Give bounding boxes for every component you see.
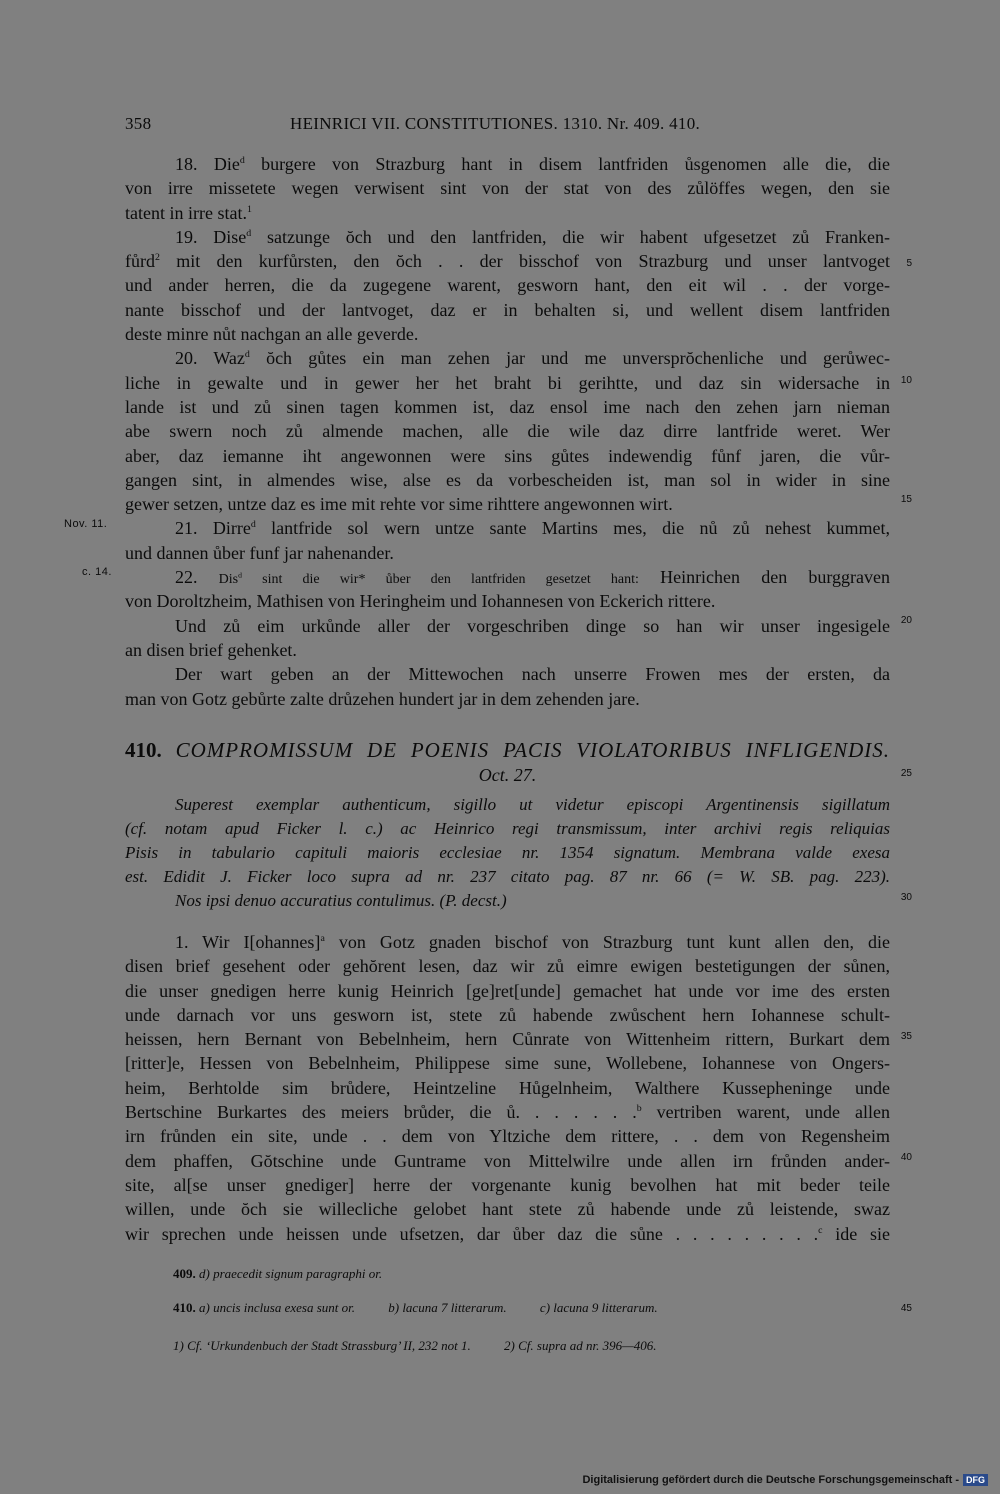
footnote-references: 1) Cf. ‘Urkundenbuch der Stadt Strassburg’ II, 232 not 1. 2) Cf. supra ad nr. 396—406. xyxy=(173,1338,657,1353)
document-title: COMPROMISSUM DE POENIS PACIS VIOLATORIBUS INFLIGENDIS. xyxy=(175,738,891,762)
line-number-10: 10 xyxy=(900,375,912,386)
text-line: an disen brief gehenket. xyxy=(125,639,297,660)
text-line: gewer setzen, untze daz es ime mit rehte vor sime rihttere angewonnen wirt. xyxy=(125,494,673,515)
line-number-45: 45 xyxy=(900,1303,912,1314)
text-line: heissen, hern Bernant von Bebelnheim, hern Cůnrate von Wittenheim rittern, Burkart dem xyxy=(125,1029,890,1050)
text-line: site, al[se unser gnediger] herre der vorgenante kunig bevolhen hat mit beder teile xyxy=(125,1174,890,1195)
text-line: von irre missetete wegen verwisent sint von der stat von des zůlöffes wegen, den sie xyxy=(125,178,890,199)
text-line: und dannen ůber funf jar nahenander. xyxy=(125,542,394,563)
text-line: (cf. notam apud Ficker l. c.) ac Heinrico regi transmissum, inter archivi regis reliquias xyxy=(125,819,890,838)
text-line: fůrd$^2$ mit den kurfůrsten, den ŏch . . der bisschof von Strazburg und unser lantvoget xyxy=(125,251,890,272)
margin-date-c14: c. 14. xyxy=(82,566,112,578)
text-line: liche in gewalte und in gewer her het braht bi gerihtte, und daz sin widersache in xyxy=(125,372,890,393)
text-line: nante bisschof und der lantvoget, daz er in behalten si, und wellent disem lantfriden xyxy=(125,299,890,320)
text-line: abe swern noch zů almende machen, alle die wile daz dirre lantfride weret. Wer xyxy=(125,421,890,442)
text-line: deste minre nůt nachgan an alle geverde. xyxy=(125,324,419,345)
text-line: Nos ipsi denuo accuratius contulimus. (P. decst.) xyxy=(175,891,507,910)
text-line: tatent in irre stat.$^1$ xyxy=(125,202,252,223)
running-title: HEINRICI VII. CONSTITUTIONES. 1310. Nr. 409. 410. xyxy=(290,114,701,133)
editorial-note xyxy=(125,793,890,913)
text-line: Pisis in tabulario capituli maioris ecclesiae nr. 1354 signatum. Membrana valde exesa xyxy=(125,843,890,862)
line-number-35: 35 xyxy=(900,1031,912,1042)
document-date: Oct. 27. xyxy=(478,765,537,785)
section-409-text xyxy=(125,152,890,711)
dfg-logo: DFG xyxy=(963,1474,988,1486)
text-line: 1. Wir I[ohannes]$^a$ von Gotz gnaden bischof von Strazburg tunt kunt allen den, die xyxy=(175,932,890,952)
text-line: [ritter]e, Hessen von Bebelnheim, Philippese sime sune, Wollebene, Iohannese von Ongers- xyxy=(125,1053,890,1074)
text-line: 20. Waz$^d$ ŏch gůtes ein man zehen jar und me unversprŏchenliche und gerůwec- xyxy=(175,348,890,369)
text-line: dem phaffen, Gŏtschine unde Guntrame von Mittelwilre unde allen irn frůnden ander- xyxy=(125,1150,890,1171)
text-line: lande ist und zů sinen tagen kommen ist, daz ensol ime nach den zehen jarn nieman xyxy=(125,396,890,417)
line-number-30: 30 xyxy=(900,892,912,903)
line-number-40: 40 xyxy=(900,1152,912,1163)
margin-date-nov11: Nov. 11. xyxy=(64,518,108,530)
line-number-15: 15 xyxy=(900,494,912,505)
text-line: 19. Dise$^d$ satzunge ŏch und den lantfriden, die wir habent ufgesetzet zů Franken- xyxy=(175,226,890,247)
text-line: Superest exemplar authenticum, sigillo ut videtur episcopi Argentinensis sigillatum xyxy=(175,795,890,814)
text-line: Der wart geben an der Mittewochen nach unserre Frowen mes der ersten, da xyxy=(175,664,890,685)
text-line: disen brief gesehent oder gehŏrent lesen, daz wir zů eimre ewigen bestetigungen der sůnen, xyxy=(125,956,890,977)
digitization-credit: Digitalisierung gefördert durch die Deutsche Forschungsgemeinschaft - DFG xyxy=(582,1474,988,1486)
text-line: unde darnach vor uns gesworn ist, stete zů habende zwůschent hern Iohannese schult- xyxy=(125,1004,890,1025)
text-line: est. Edidit J. Ficker loco supra ad nr. 237 citato pag. 87 nr. 66 (= W. SB. pag. 223). xyxy=(125,867,890,886)
section-410-text xyxy=(125,930,890,1246)
text-line: aber, daz iemanne iht angewonnen were sins gůtes indewendig fůnf jaren, die vůr- xyxy=(125,445,890,466)
page-number: 358 xyxy=(125,114,152,133)
document-number: 410. xyxy=(125,738,162,762)
running-head xyxy=(125,114,890,138)
text-line: 18. Die$^d$ burgere von Strazburg hant in disem lantfriden ůsgenomen alle die, die xyxy=(175,154,890,174)
text-line: 22. Dis$^d$ sint die wir* ůber den lantfriden gesetzet hant: Heinrichen den burggraven xyxy=(175,567,890,588)
text-line: Und zů eim urkůnde aller der vorgeschriben dinge so han wir unser ingesigele xyxy=(175,615,890,636)
line-number-20: 20 xyxy=(900,615,912,626)
document-410-heading xyxy=(125,738,890,763)
text-line: und ander herren, die da zugegene warent, gesworn hant, den eit wil . . der vorge- xyxy=(125,275,890,296)
text-line: Bertschine Burkartes des meiers brůder, die ů. . . . . . .$^b$ vertriben warent, unde allen xyxy=(125,1102,890,1123)
line-number-25: 25 xyxy=(900,768,912,779)
text-line: heim, Berhtolde sim brůdere, Heintzeline Hůgelnheim, Walthere Kussepheninge unde xyxy=(125,1077,890,1098)
footnote-410: 410. a) uncis inclusa exesa sunt or. b) lacuna 7 litterarum. c) lacuna 9 litterarum. xyxy=(173,1300,658,1315)
text-line: wir sprechen unde heissen unde ufsetzen, dar ůber daz die sůne . . . . . . . . .$^c$ ide sie xyxy=(125,1223,890,1244)
text-line: gangen sint, in almendes wise, alse es da vorbescheiden ist, man sol in wider in sine xyxy=(125,469,890,490)
line-number-5: 5 xyxy=(906,258,912,269)
text-line: man von Gotz gebůrte zalte drůzehen hundert jar in dem zehenden jare. xyxy=(125,688,640,709)
text-line: die unser gnedigen herre kunig Heinrich [ge]ret[unde] gemachet hat unde vor ime des ersten xyxy=(125,980,890,1001)
text-line: willen, unde ŏch sie willecliche gelobet hant stete zů habende unde zů leistende, swaz xyxy=(125,1199,890,1220)
text-line: 21. Dirre$^d$ lantfride sol wern untze sante Martins mes, die nů zů nehest kummet, xyxy=(175,518,890,539)
text-line: von Doroltzheim, Mathisen von Heringheim und Iohannesen von Eckerich rittere. xyxy=(125,591,716,612)
text-line: irn frůnden ein site, unde . . dem von Yltziche dem rittere, . . dem von Regensheim xyxy=(125,1126,890,1147)
footnote-409: 409. d) praecedit signum paragraphi or. xyxy=(173,1266,383,1281)
